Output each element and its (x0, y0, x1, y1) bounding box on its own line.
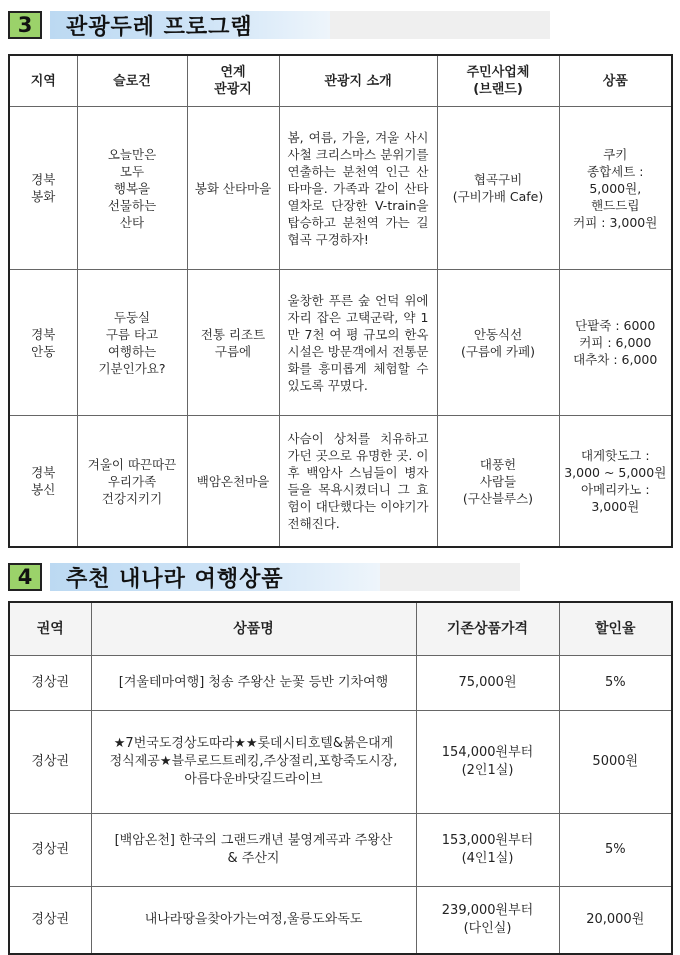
header-slogan: 슬로건 (77, 55, 187, 107)
cell-region: 경북 안동 (9, 270, 77, 416)
section4-title-bar (50, 563, 520, 591)
section4-header (8, 562, 520, 592)
cell-product: 쿠키 종합세트 : 5,000원, 핸드드립 커피 : 3,000원 (559, 107, 672, 270)
table-row (9, 711, 672, 814)
cell-product-name: [겨울테마여행] 청송 주왕산 눈꽃 등반 기차여행 (91, 656, 416, 711)
table-row (9, 887, 672, 955)
section3-number: 3 (8, 11, 42, 39)
tourism-program-table (8, 54, 673, 548)
table-header-row (9, 602, 672, 656)
table-row (9, 656, 672, 711)
header-price: 기존상품가격 (416, 602, 559, 656)
cell-business: 대풍헌 사람들 (구산블루스) (437, 416, 559, 548)
cell-product: 단팥죽 : 6000 커피 : 6,000 대추차 : 6,000 (559, 270, 672, 416)
cell-price: 75,000원 (416, 656, 559, 711)
cell-area: 경상권 (9, 711, 91, 814)
section3-title: 관광두레 프로그램 (66, 14, 253, 40)
cell-slogan: 두둥실 구름 타고 여행하는 기분인가요? (77, 270, 187, 416)
header-business: 주민사업체 (브랜드) (437, 55, 559, 107)
cell-price: 153,000원부터 (4인1실) (416, 814, 559, 887)
cell-business: 안동식선 (구름에 카페) (437, 270, 559, 416)
section4-number: 4 (8, 563, 42, 591)
header-area: 권역 (9, 602, 91, 656)
cell-region: 경북 봉화 (9, 107, 77, 270)
table-header-row (9, 55, 672, 107)
cell-intro: 봄, 여름, 가을, 겨울 사시 사철 크리스마스 분위기를 연출하는 분천역 인근 산타마을. 가족과 같이 산타열차로 단장한 V-train을 탑승하고 분천역 가는 길 협곡 구경하자! (279, 107, 437, 270)
header-region: 지역 (9, 55, 77, 107)
cell-product-name: [백암온천] 한국의 그랜드캐년 불영계곡과 주왕산 & 주산지 (91, 814, 416, 887)
cell-site: 봉화 산타마을 (187, 107, 279, 270)
cell-site: 전통 리조트 구름에 (187, 270, 279, 416)
cell-intro: 사슴이 상처를 치유하고 가던 곳으로 유명한 곳. 이후 백암사 스님들이 병자들을 목욕시켰더니 그 효험이 대단했다는 이야기가 전해진다. (279, 416, 437, 548)
header-product-name: 상품명 (91, 602, 416, 656)
cell-product-name: ★7번국도경상도따라★★롯데시티호텔&붉은대게 정식제공★블루로드트레킹,주상절리,포항죽도시장, 아름다운바닷길드라이브 (91, 711, 416, 814)
travel-product-table (8, 601, 673, 955)
cell-product: 대게핫도그 : 3,000 ~ 5,000원 아메리카노 : 3,000원 (559, 416, 672, 548)
cell-price: 154,000원부터 (2인1실) (416, 711, 559, 814)
table-row (9, 270, 672, 416)
header-linked-site: 연계 관광지 (187, 55, 279, 107)
cell-discount: 5% (559, 656, 672, 711)
cell-discount: 20,000원 (559, 887, 672, 955)
cell-intro: 울창한 푸른 숲 언덕 위에 자리 잡은 고택군락, 약 1만 7천 여 평 규모의 한옥 시설은 방문객에서 전통문화를 흥미롭게 체험할 수 있도록 꾸몄다. (279, 270, 437, 416)
cell-discount: 5000원 (559, 711, 672, 814)
header-site-intro: 관광지 소개 (279, 55, 437, 107)
header-discount: 할인율 (559, 602, 672, 656)
cell-slogan: 오늘만은 모두 행복을 선물하는 산타 (77, 107, 187, 270)
cell-area: 경상권 (9, 814, 91, 887)
section3-title-bar (50, 11, 550, 39)
cell-product-name: 내나라땅을찾아가는여정,울릉도와독도 (91, 887, 416, 955)
cell-business: 협곡구비 (구비가배 Cafe) (437, 107, 559, 270)
cell-site: 백암온천마을 (187, 416, 279, 548)
cell-region: 경북 봉신 (9, 416, 77, 548)
header-product: 상품 (559, 55, 672, 107)
table-row (9, 416, 672, 548)
table-row (9, 107, 672, 270)
cell-discount: 5% (559, 814, 672, 887)
cell-slogan: 겨울이 따끈따끈 우리가족 건강지키기 (77, 416, 187, 548)
cell-price: 239,000원부터 (다인실) (416, 887, 559, 955)
section3-header (8, 10, 550, 40)
section4-title: 추천 내나라 여행상품 (66, 566, 284, 592)
cell-area: 경상권 (9, 656, 91, 711)
table-row (9, 814, 672, 887)
cell-area: 경상권 (9, 887, 91, 955)
